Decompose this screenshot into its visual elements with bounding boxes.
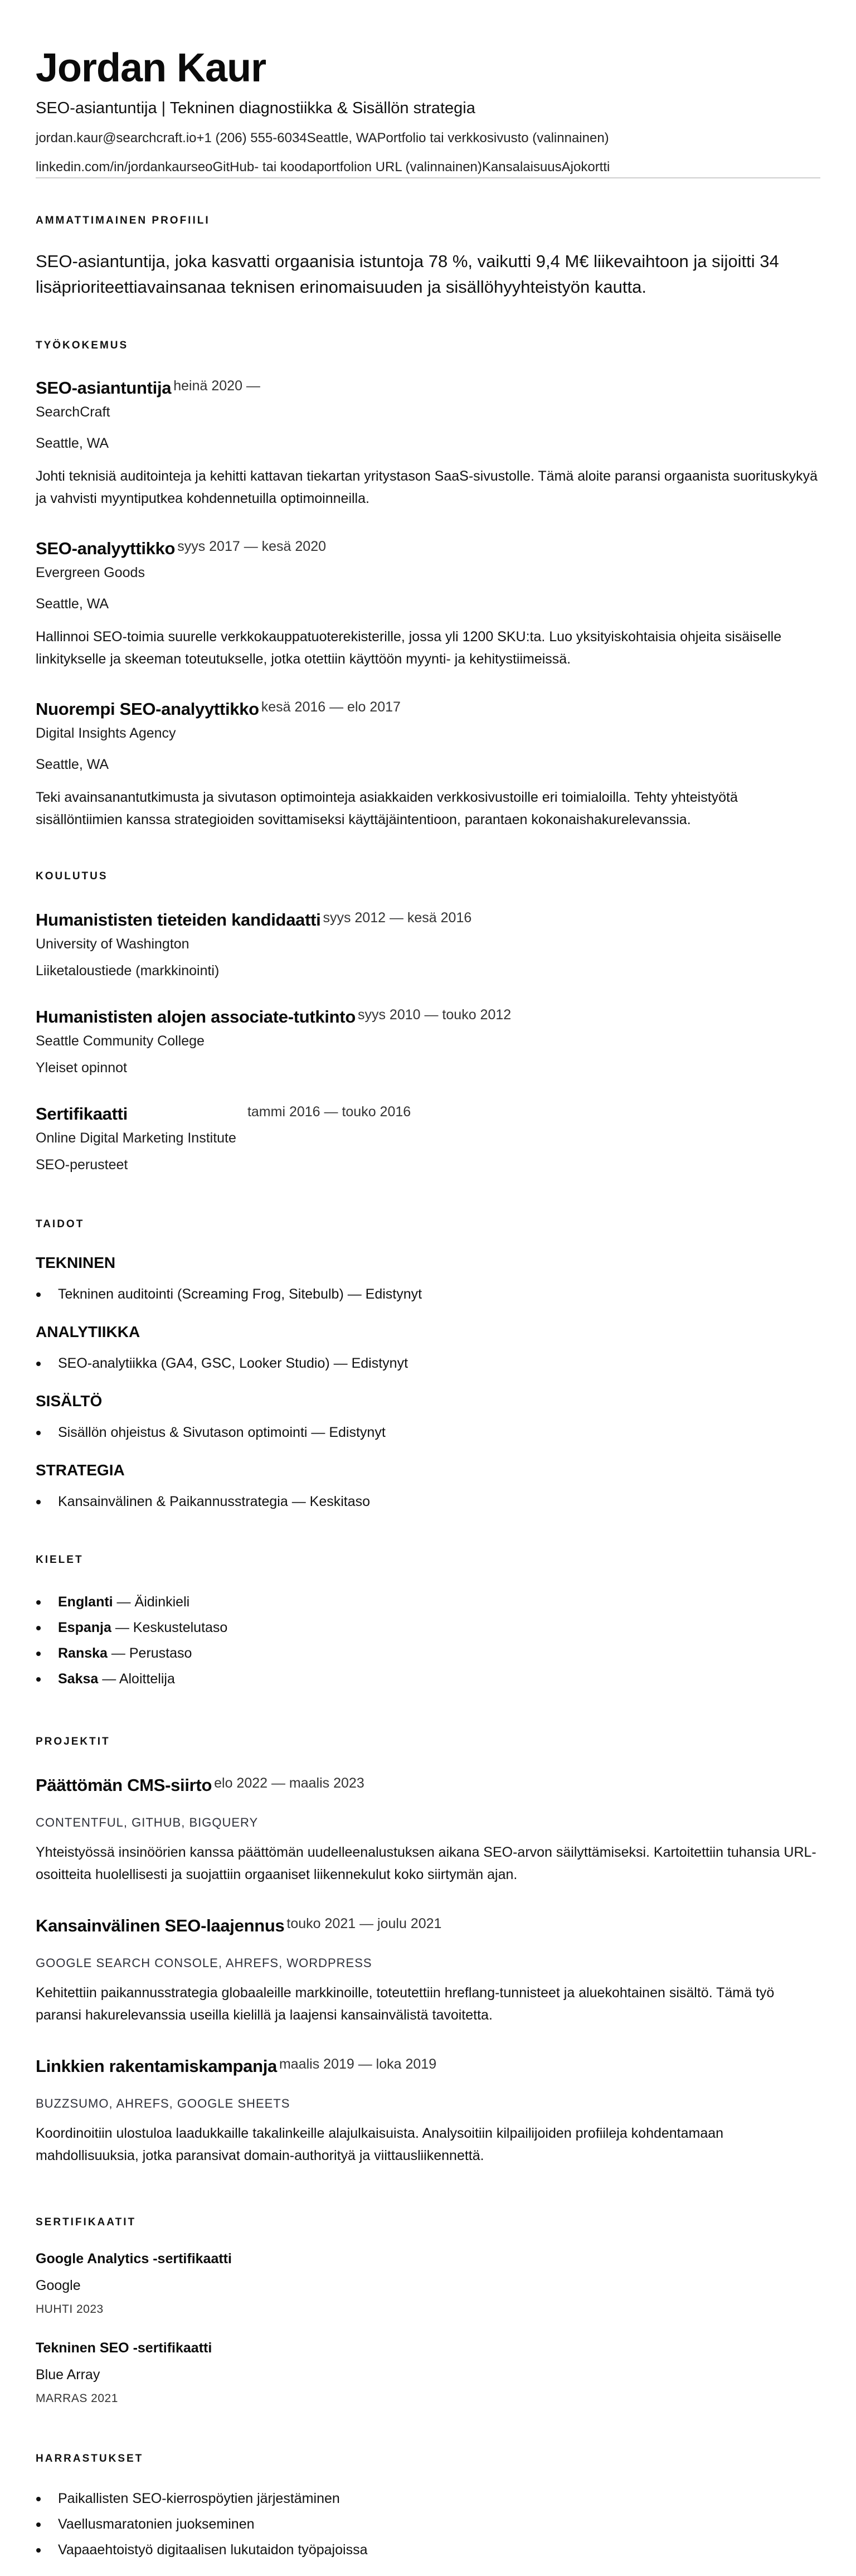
section-title-projects: PROJEKTIT — [36, 1736, 110, 1747]
job-location: Seattle, WA — [36, 757, 109, 772]
education-dates: syys 2012 — kesä 2016 — [323, 910, 472, 926]
project-description: Koordinoitiin ulostuloa laadukkaille takalinkeille alajulkaisuista. Analysoitiin kilpailijoiden profiileja kohdentamaan mahdollisuuksia, jotka paransivat domain-authorityä ja viittausliikennettä. — [36, 2125, 724, 2163]
section-hobbies — [36, 2452, 820, 2563]
header-divider — [36, 177, 820, 178]
section-title-hobbies: HARRASTUKSET — [36, 2453, 144, 2464]
project-entry — [36, 1772, 820, 1886]
job-title: SEO-analyyttikko — [36, 539, 176, 558]
project-tools: CONTENTFUL, GITHUB, BIGQUERY — [36, 1815, 259, 1829]
certification-name: Tekninen SEO -sertifikaatti — [36, 2340, 212, 2356]
degree-title: Humanististen tieteiden kandidaatti — [36, 910, 321, 929]
contact-phone[interactable]: +1 (206) 555-6034 — [196, 130, 307, 146]
language-level: Äidinkieli — [134, 1594, 190, 1610]
job-dates: heinä 2020 — — [173, 378, 260, 394]
skill-item: Tekninen auditointi (Screaming Frog, Sitebulb) — Edistynyt — [36, 1285, 820, 1304]
certification-issuer: Blue Array — [36, 2367, 100, 2383]
section-title-education: KOULUTUS — [36, 870, 108, 882]
language-item — [36, 1640, 820, 1666]
school-name: Seattle Community College — [36, 1033, 205, 1049]
language-name: Ranska — [58, 1645, 108, 1661]
profile-summary: SEO-asiantuntija, joka kasvatti orgaanisia istuntoja 78 %, vaikutti 9,4 M€ liikevaihtoon ja sijoitti 34 lisäprioriteettiavainsanaa teknisen erinomaisuuden ja sisällöhyyhteistyön kautta. — [36, 251, 779, 297]
contact-email[interactable]: jordan.kaur@searchcraft.io — [36, 130, 197, 146]
project-description: Kehitettiin paikannusstrategia globaaleille markkinoille, toteutettiin hreflang-tunnisteet ja aluekohtainen sisältö. Tämä työ paransi hakurelevanssia useilla kielillä ja laajensi kansainvälistä tavoitetta. — [36, 1985, 775, 2023]
job-location: Seattle, WA — [36, 596, 109, 612]
language-name: Saksa — [58, 1671, 99, 1687]
certification-entry — [36, 2338, 820, 2406]
skill-category — [36, 1392, 820, 1442]
skill-category-title: TEKNINEN — [36, 1254, 116, 1271]
project-tools: GOOGLE SEARCH CONSOLE, AHREFS, WORDPRESS — [36, 1956, 372, 1970]
language-name: Englanti — [58, 1594, 113, 1610]
language-item — [36, 1615, 820, 1640]
school-name: University of Washington — [36, 936, 189, 952]
section-title-languages: KIELET — [36, 1554, 84, 1566]
contact-row-secondary — [36, 159, 820, 175]
project-dates: elo 2022 — maalis 2023 — [214, 1775, 364, 1791]
certification-entry — [36, 2249, 820, 2317]
contact-drivers-license: Ajokortti — [561, 159, 610, 175]
hobby-item: Paikallisten SEO-kierrospöytien järjestäminen — [36, 2486, 820, 2511]
field-of-study: Yleiset opinnot — [36, 1060, 128, 1076]
field-of-study: Liiketaloustiede (markkinointi) — [36, 963, 220, 979]
language-separator: — — [111, 1620, 133, 1635]
certification-date: HUHTI 2023 — [36, 2303, 104, 2316]
section-work-experience — [36, 339, 820, 831]
contact-github[interactable]: GitHub- tai koodaportfolion URL (valinnainen) — [212, 159, 482, 175]
contact-row-primary — [36, 130, 820, 146]
skill-category-title: SISÄLTÖ — [36, 1392, 103, 1410]
language-level: Keskustelutaso — [133, 1620, 228, 1635]
degree-title: Sertifikaatti — [36, 1104, 128, 1124]
job-title: Nuorempi SEO-analyyttikko — [36, 699, 259, 719]
section-education — [36, 870, 820, 1174]
education-dates: tammi 2016 — touko 2016 — [247, 1104, 411, 1120]
skill-category-title: ANALYTIIKKA — [36, 1323, 140, 1340]
hobby-item: Vapaaehtoistyö digitaalisen lukutaidon työpajoissa — [36, 2537, 820, 2563]
section-languages — [36, 1553, 820, 1692]
skill-category — [36, 1461, 820, 1511]
hobby-item: Vaellusmaratonien juokseminen — [36, 2511, 820, 2537]
project-tools: BUZZSUMO, AHREFS, GOOGLE SHEETS — [36, 2096, 290, 2110]
job-company: Digital Insights Agency — [36, 725, 176, 741]
language-item — [36, 1666, 820, 1692]
language-level: Perustaso — [129, 1645, 192, 1661]
language-list — [36, 1589, 820, 1692]
work-entry — [36, 696, 820, 831]
job-title: SEO-asiantuntija — [36, 378, 172, 398]
education-entry — [36, 907, 820, 980]
project-name: Linkkien rakentamiskampanja — [36, 2056, 277, 2076]
skill-category — [36, 1323, 820, 1373]
certification-issuer: Google — [36, 2278, 81, 2293]
section-projects — [36, 1735, 820, 2167]
education-entry — [36, 1004, 820, 1077]
contact-portfolio[interactable]: Portfolio tai verkkosivusto (valinnainen) — [377, 130, 609, 146]
school-name: Online Digital Marketing Institute — [36, 1130, 236, 1146]
section-title-profile: AMMATTIMAINEN PROFIILI — [36, 215, 210, 226]
language-separator: — — [113, 1594, 135, 1610]
skill-item: Kansainvälinen & Paikannusstrategia — Keskitaso — [36, 1492, 820, 1511]
section-profile — [36, 214, 820, 300]
job-location: Seattle, WA — [36, 435, 109, 451]
job-company: SearchCraft — [36, 404, 110, 420]
project-description: Yhteistyössä insinöörien kanssa päättömän uudelleenalustuksen aikana SEO-arvon säilyttämiseksi. Kartoitettiin tuhansia URL-osoitteita huolellisesti ja suojattiin orgaaniset liikennekulut koko siirtymän ajan. — [36, 1844, 816, 1882]
field-of-study: SEO-perusteet — [36, 1157, 128, 1173]
certification-name: Google Analytics -sertifikaatti — [36, 2251, 232, 2267]
section-certifications — [36, 2216, 820, 2406]
job-dates: kesä 2016 — elo 2017 — [261, 699, 401, 715]
project-entry — [36, 2053, 820, 2167]
candidate-headline: SEO-asiantuntija | Tekninen diagnostiikka & Sisällön strategia — [36, 99, 475, 117]
job-dates: syys 2017 — kesä 2020 — [177, 539, 327, 554]
project-name: Päättömän CMS-siirto — [36, 1775, 212, 1795]
candidate-name: Jordan Kaur — [36, 46, 266, 90]
work-entry — [36, 535, 820, 670]
skill-item: Sisällön ohjeistus & Sivutason optimointi — Edistynyt — [36, 1423, 820, 1442]
degree-title: Humanististen alojen associate-tutkinto — [36, 1007, 356, 1026]
certification-date: MARRAS 2021 — [36, 2392, 118, 2405]
hobby-list — [36, 2486, 820, 2563]
section-title-skills: TAIDOT — [36, 1218, 85, 1230]
section-skills — [36, 1218, 820, 1511]
contact-info — [36, 130, 820, 175]
language-level: Aloittelija — [119, 1671, 175, 1687]
project-dates: maalis 2019 — loka 2019 — [279, 2056, 437, 2072]
job-description: Johti teknisiä auditointeja ja kehitti kattavan tiekartan yritystason SaaS-sivustolle. Tämä aloite paransi orgaanista suorituskykyä ja vahvisti myyntiputkea kohdennetuilla optimoinneilla. — [36, 468, 818, 506]
skill-category — [36, 1253, 820, 1304]
language-item — [36, 1589, 820, 1615]
education-entry — [36, 1101, 820, 1174]
job-company: Evergreen Goods — [36, 565, 145, 580]
resume-header — [36, 45, 820, 178]
work-entry — [36, 375, 820, 510]
project-dates: touko 2021 — joulu 2021 — [286, 1916, 442, 1931]
contact-location: Seattle, WA — [307, 130, 377, 146]
skill-category-title: STRATEGIA — [36, 1461, 125, 1479]
job-description: Teki avainsanantutkimusta ja sivutason optimointeja asiakkaiden verkkosivustoille eri toimialoilla. Tehty yhteistyötä sisällöntiimien kanssa strategioiden sovittamiseksi käyttäjäintentioon, parantaen kokonaishakurelevanssia. — [36, 790, 738, 827]
section-title-work: TYÖKOKEMUS — [36, 340, 129, 351]
job-description: Hallinnoi SEO-toimia suurelle verkkokauppatuoterekisterille, jossa yli 1200 SKU:ta. Luo yksityiskohtaisia ohjeita sisäiselle linkitykselle ja skeeman toteutukselle, jotka otettiin käyttöön myynti- ja kehitystiimeissä. — [36, 629, 782, 667]
language-separator: — — [98, 1671, 119, 1687]
contact-citizenship: Kansalaisuus — [481, 159, 562, 175]
skill-item: SEO-analytiikka (GA4, GSC, Looker Studio) — Edistynyt — [36, 1354, 820, 1373]
language-separator: — — [107, 1645, 129, 1661]
project-name: Kansainvälinen SEO-laajennus — [36, 1916, 285, 1935]
contact-linkedin[interactable]: linkedin.com/in/jordankaurseo — [36, 159, 213, 175]
section-title-certifications: SERTIFIKAATIT — [36, 2216, 137, 2228]
language-name: Espanja — [58, 1620, 111, 1635]
education-dates: syys 2010 — touko 2012 — [357, 1007, 512, 1023]
project-entry — [36, 1912, 820, 2026]
